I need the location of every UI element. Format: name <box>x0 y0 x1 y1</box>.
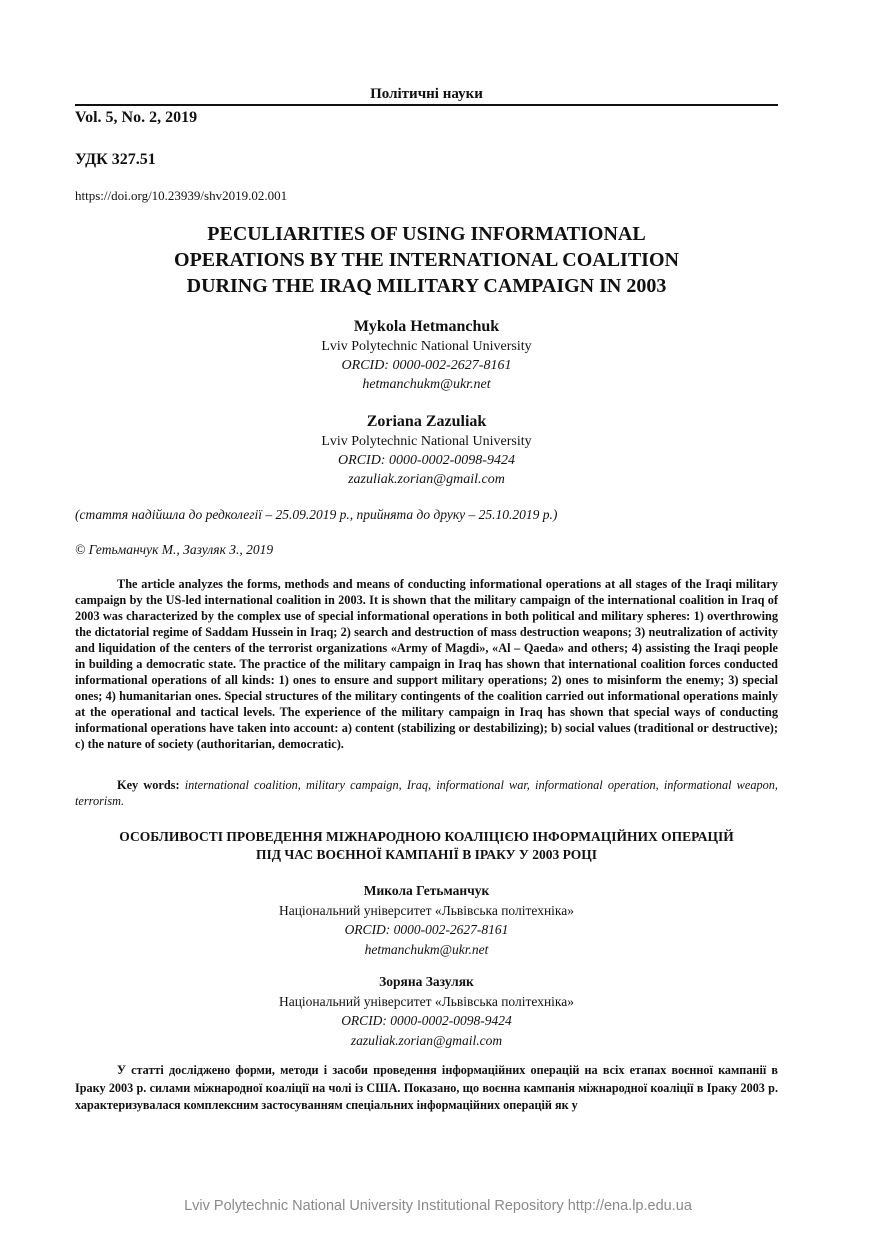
author-affiliation: Lviv Polytechnic National University <box>321 339 532 354</box>
ua-author-orcid: ORCID: 0000-0002-0098-9424 <box>341 1013 512 1028</box>
article-title <box>75 221 778 299</box>
title-line: DURING THE IRAQ MILITARY CAMPAIGN IN 2003 <box>186 275 667 297</box>
ua-author-email[interactable]: zazuliak.zorian@gmail.com <box>350 1032 503 1048</box>
repository-footer: Lviv Polytechnic National University Institutional Repository http://ena.lp.edu.ua <box>184 1198 692 1214</box>
ua-author-orcid: ORCID: 0000-002-2627-8161 <box>344 922 509 937</box>
abstract-en: The article analyzes the forms, methods and means of conducting informational operations at all stages of the Iraqi military campaign by the US-led international coalition in 2003. It is shown that the military campaign of the international coalition in Iraq of 2003 was characterized by the complex use of special informational operations in both political and military spheres: 1) overthrowing the dictatorial regime of Saddam Hussein in Iraq; 2) search and destruction of mass destruction weapons; 3) neutralization of activity and liquidation of the centers of the terrorist organizations «Army of Magdi», «Al – Qaeda» and others; 4) assisting the Iraqi people in building a democratic state. The practice of the military campaign in Iraq has shown that international coalition forces conducted informational operations of all kinds: 1) ones to ensure and support military operations; 2) ones to misinform the enemy; 3) special ones; 4) humanitarian ones. Special structures of the military contingents of the coalition carried out informational operations mainly at the operational and tactical levels. The experience of the military campaign in Iraq has shown that special ways of conducting informational operations have taken into account: a) content (stabilizing or destabilizing); b) social values (traditional or destructive); c) the nature of society (authoritarian, democratic). <box>75 577 778 751</box>
keywords-text: international coalition, military campaign, Iraq, informational war, informational operation, informational weapon, terrorism. <box>75 778 778 808</box>
running-head: Політичні науки <box>370 86 483 102</box>
doi-link[interactable]: https://doi.org/10.23939/shv2019.02.001 <box>75 188 288 203</box>
ua-title-line: ОСОБЛИВОСТІ ПРОВЕДЕННЯ МІЖНАРОДНОЮ КОАЛІЦІЄЮ ІНФОРМАЦІЙНИХ ОПЕРАЦІЙ <box>119 829 734 844</box>
keywords: Key words: international coalition, military campaign, Iraq, informational war, informational operation, informational weapon, terrorism. <box>75 778 778 808</box>
author-block <box>75 411 778 489</box>
header-rule <box>75 104 778 106</box>
author-orcid: ORCID: 0000-0002-0098-9424 <box>338 453 515 468</box>
abstract-ua: У статті досліджено форми, методи і засоби проведення інформаційних операцій на всіх етапах воєнної кампанії в Іраку 2003 р. силами міжнародної коаліції на чолі із США. Показано, що воєнна кампанія міжнародної коаліції в Іраку 2003 р. характеризувалася комплексним застосуванням спеціальних інформаційних операцій як у <box>75 1063 778 1112</box>
author-name: Mykola Hetmanchuk <box>353 318 500 335</box>
author-name: Zoriana Zazuliak <box>366 413 487 430</box>
volume-info: Vol. 5, No. 2, 2019 <box>75 109 198 126</box>
author-email[interactable]: zazuliak.zorian@gmail.com <box>348 472 505 487</box>
title-line: OPERATIONS BY THE INTERNATIONAL COALITION <box>174 249 679 271</box>
ua-author-block <box>75 972 778 1050</box>
ua-author-email[interactable]: hetmanchukm@ukr.net <box>364 941 489 957</box>
submission-dates: (стаття надійшла до редколегії – 25.09.2019 р., прийнята до друку – 25.10.2019 р.) <box>75 507 558 522</box>
copyright-notice: © Гетьманчук М., Зазуляк З., 2019 <box>75 542 274 557</box>
ua-author-name: Микола Гетьманчук <box>363 883 490 898</box>
udk-label: УДК <box>75 151 108 168</box>
udk-number: 327.51 <box>111 151 156 168</box>
journal-page <box>75 0 778 1240</box>
udk-code <box>75 151 156 169</box>
ua-author-name: Зоряна Зазуляк <box>379 974 474 989</box>
ua-article-title <box>75 828 778 864</box>
ua-author-block <box>75 881 778 959</box>
ua-title-line: ПІД ЧАС ВОЄННОЇ КАМПАНІЇ В ІРАКУ У 2003 РОЦІ <box>255 847 597 862</box>
ua-author-affiliation: Національний університет «Львівська політехніка» <box>278 993 575 1009</box>
ua-author-affiliation: Національний університет «Львівська політехніка» <box>278 902 575 918</box>
author-orcid: ORCID: 0000-002-2627-8161 <box>341 358 512 373</box>
author-affiliation: Lviv Polytechnic National University <box>321 434 532 449</box>
author-block <box>75 316 778 394</box>
title-line: PECULIARITIES OF USING INFORMATIONAL <box>207 223 646 245</box>
keywords-label: Key words <box>117 778 176 792</box>
author-email[interactable]: hetmanchukm@ukr.net <box>362 377 491 392</box>
